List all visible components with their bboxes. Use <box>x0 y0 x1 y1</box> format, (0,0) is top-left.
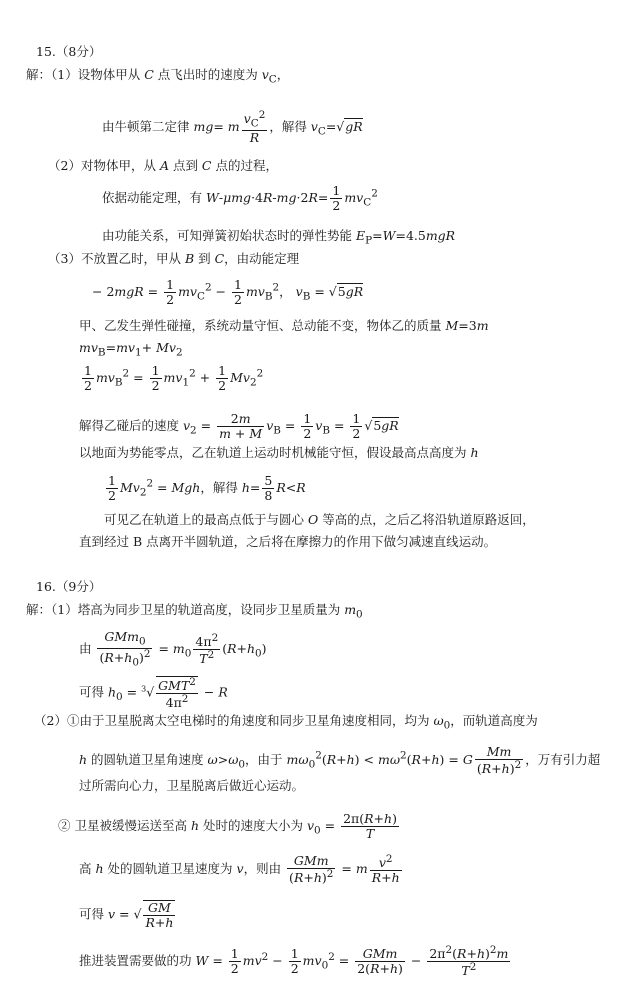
tower-height-result: 可得 $h_0 = ^3√$ $\frac{GMT^2}{4\pi^2}$ − R <box>79 676 228 711</box>
problem-15-part3-intro: （3）不放置乙时，甲从 B 到 C，由动能定理 <box>48 251 300 266</box>
orbital-velocity-equation: 高 h 处的圆轨道卫星速度为 v，则由 $\frac{\text{GMm}}{(R+h)^2}$ = m $\frac{v^2}{R+h}$ <box>79 853 400 885</box>
work-result: 推进装置需要做的功 W = $\frac{1}{2}$ $mv^2$ − $\frac{1}{2}$ $mv_0^2$ = $\frac{\text{GMm}}{2(R+h)}$ − $\frac{2\pi^2(R+h)^2m}{T^2}$ <box>79 944 509 979</box>
velocity-after-collision: 解得乙碰后的速度 $v_2$ = $\frac{2m}{m + M}$ $v_B$ = $\frac{1}{2}$ $v_B$ = $\frac{1}{2}$ √5gR <box>79 411 399 441</box>
problem-15-part1-intro: 解：（1）设物体甲从 C 点飞出时的速度为 $v_C$， <box>26 67 290 86</box>
energy-conservation-statement: 以地面为势能零点，乙在轨道上运动时机械能守恒，假设最高点高度为 h <box>79 445 479 460</box>
work-energy-theorem: 依据动能定理，有 W-μmg·4R-mg·2R= $\frac{1}{2}$ $mv_C^2$ <box>102 183 378 213</box>
conclusion-line-1: 可见乙在轨道上的最高点低于与圆心 O 等高的点，之后乙将沿轨道原路返回， <box>104 512 535 527</box>
orbital-velocity-result: 可得 v = √ $\frac{GM}{R+h}$ <box>79 900 174 930</box>
kinetic-energy-equation: $\frac{1}{2}$ $mv_B^2$ = $\frac{1}{2}$ $mv_1^2$ + $\frac{1}{2}$ $Mv_2^2$ <box>84 363 264 393</box>
collision-statement: 甲、乙发生弹性碰撞，系统动量守恒、总动能不变，物体乙的质量 M=3m <box>79 318 489 333</box>
slow-transport-velocity: ② 卫星被缓慢运送至高 h 处时的速度大小为 $v_0$ = $\frac{2\pi(R+h)}{T}$ <box>58 811 397 841</box>
problem-16-part2-line1: （2）①由于卫星脱离太空电梯时的角速度和同步卫星角速度相同，均为 $\omega_0$，而轨道高度为 <box>34 713 538 732</box>
max-height-equation: $\frac{1}{2}$ $Mv_2^2$ = Mgh，解得 h= $\frac{5}{8}$ R<R <box>108 473 306 503</box>
problem-16-part2-line2: h 的圆轨道卫星角速度 $\omega>\omega_0$，由于 $m\omega_0^2(R+h) < m\omega^2(R+h) = G$ $\frac{Mm}{(R+h)^2}$ ，万有引力超 <box>79 744 601 776</box>
problem-16-part1-intro: 解：（1）塔高为同步卫星的轨道高度，设同步卫星质量为 $m_0$ <box>26 602 363 621</box>
conclusion-line-2: 直到经过 B 点离开半圆轨道，之后将在摩擦力的作用下做匀减速直线运动。 <box>79 534 497 549</box>
newton-law-equation: 由牛顿第二定律 mg= m $\frac{v_C^2}{R}$ ，解得 $v_C=√gR$ <box>102 109 363 146</box>
energy-equation-b-to-c: − 2mgR = $\frac{1}{2}$ $mv_C^2$ − $\frac{1}{2}$ $mv_B^2$， $v_B = √5gR$ <box>92 277 364 307</box>
momentum-equation: $mv_B=mv_1+ Mv_2$ <box>79 340 183 359</box>
gravity-equation: 由 $\frac{GMm_0}{(R+h_0)^2}$ = $m_0$ $\frac{4\pi^2}{T^2}$ $(R+h_0)$ <box>79 629 267 669</box>
problem-16-part2-line3: 过所需向心力，卫星脱离后做近心运动。 <box>79 778 305 793</box>
problem-15-part2-intro: （2）对物体甲，从 A 点到 C 点的过程， <box>48 158 278 173</box>
problem-16-heading: 16.（9分） <box>36 579 102 594</box>
problem-15-heading: 15.（8分） <box>36 44 102 59</box>
spring-energy: 由功能关系，可知弹簧初始状态时的弹性势能 $E_P=W=4.5mgR$ <box>102 228 456 247</box>
